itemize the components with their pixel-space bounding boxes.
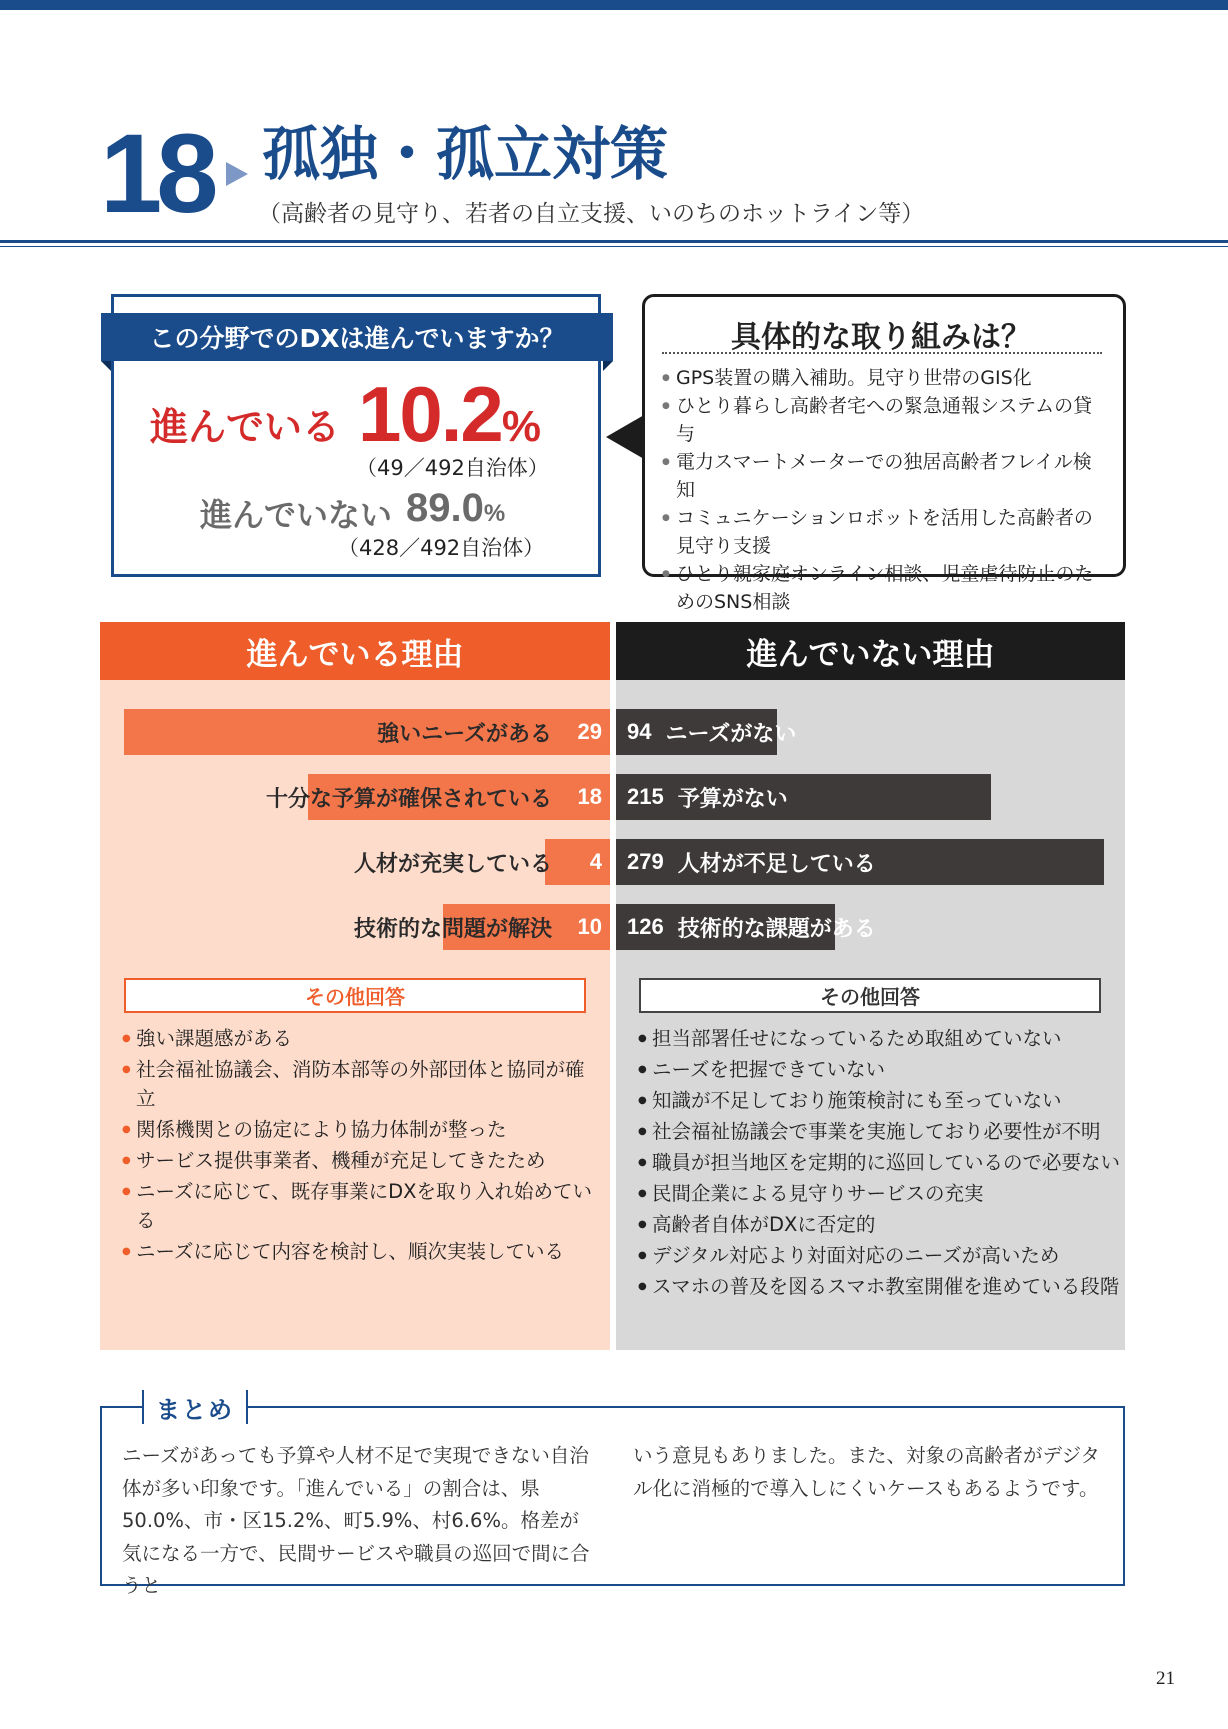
reason-no-label: 予算がない <box>677 786 788 812</box>
progressing-count: （49／492自治体） <box>356 456 549 480</box>
not-progressing-count: （428／492自治体） <box>338 536 545 560</box>
initiative-item: ● GPS装置の購入補助。見守り世帯のGIS化 <box>662 364 1110 392</box>
reason-no-row <box>627 709 796 755</box>
reason-yes-value: 29 <box>577 719 602 744</box>
list-item: ● 担当部署任せになっているため取組めていない <box>638 1024 1120 1053</box>
reason-yes-value: 10 <box>577 914 602 939</box>
page-number: 21 <box>1156 1668 1175 1689</box>
reason-no-row <box>627 904 876 950</box>
reason-no-value: 279 <box>627 849 664 874</box>
pointer-triangle-icon <box>606 415 644 459</box>
reason-no-label: ニーズがない <box>665 721 797 747</box>
not-progressing-label: 進んでいない <box>200 496 393 534</box>
list-item: ● スマホの普及を図るスマホ教室開催を進めている段階 <box>638 1272 1120 1301</box>
not-progressing-percent: 89.0% <box>406 486 506 530</box>
list-item: ● 関係機関との協定により協力体制が整った <box>122 1115 600 1144</box>
reason-yes-value: 18 <box>577 784 602 809</box>
other-answers-no-list <box>638 1024 1120 1303</box>
summary-text-col1: ニーズがあっても予算や人材不足で実現できない自治体が多い印象です。「進んでいる」の割合は、県50.0%、市・区15.2%、町5.9%、村6.6%。格差が気になる一方で、民間サービスや職員の巡回で間に合うと <box>122 1444 590 1597</box>
reason-yes-value: 4 <box>589 849 602 874</box>
list-item: ● 知識が不足しており施策検討にも至っていない <box>638 1086 1120 1115</box>
list-item: ● 高齢者自体がDXに否定的 <box>638 1210 1120 1239</box>
summary-title: まとめ <box>156 1395 234 1424</box>
initiative-item: ● コミュニケーションロボットを活用した高齢者の見守り支援 <box>662 504 1110 560</box>
reason-yes-label: 技術的な問題が解決 <box>353 916 552 942</box>
progressing-label: 進んでいる <box>150 405 341 449</box>
play-arrow-icon <box>226 162 248 186</box>
other-answers-no-label: その他回答 <box>639 978 1101 1013</box>
list-item: ● ニーズに応じて、既存事業にDXを取り入れ始めている <box>122 1177 600 1235</box>
list-item: ● ニーズを把握できていない <box>638 1055 1120 1084</box>
initiatives-title: 具体的な取り組みは？ <box>731 320 1031 355</box>
other-answers-yes-list <box>122 1024 600 1268</box>
list-item: ● 民間企業による見守りサービスの充実 <box>638 1179 1120 1208</box>
list-item: ● サービス提供事業者、機種が充足してきたため <box>122 1146 600 1175</box>
reason-yes-label: 十分な予算が確保されている <box>265 786 552 812</box>
header-rule-thin <box>0 246 1228 247</box>
banner-fold-left <box>101 361 111 371</box>
page-title: 孤独・孤立対策 <box>262 120 669 188</box>
list-item: ● デジタル対応より対面対応のニーズが高いため <box>638 1241 1120 1270</box>
reason-no-row <box>627 774 788 820</box>
reason-no-label: 人材が不足している <box>677 851 876 877</box>
section-number: 18 <box>100 111 213 236</box>
initiative-item: ● ひとり暮らし高齢者宅への緊急通報システムの貸与 <box>662 392 1110 448</box>
dx-question-banner: この分野でのDXは進んでいますか？ <box>101 313 613 361</box>
summary-title-tab <box>142 1390 248 1424</box>
banner-fold-right <box>603 361 613 371</box>
header-rule <box>0 240 1228 243</box>
reasons-no-header: 進んでいない理由 <box>616 622 1125 680</box>
initiatives-list <box>662 364 1110 616</box>
initiatives-divider <box>662 352 1102 354</box>
reason-no-label: 技術的な課題がある <box>677 916 876 942</box>
reason-no-value: 215 <box>627 784 664 809</box>
reason-no-value: 126 <box>627 914 664 939</box>
reason-no-value: 94 <box>627 719 652 744</box>
list-item: ● ニーズに応じて内容を検討し、順次実装している <box>122 1237 600 1266</box>
top-bar <box>0 0 1228 10</box>
progressing-percent: 10.2% <box>358 370 539 458</box>
list-item: ● 社会福祉協議会、消防本部等の外部団体と協同が確立 <box>122 1055 600 1113</box>
summary-text-col2: いう意見もありました。また、対象の高齢者がデジタル化に消極的で導入しにくいケースもあるようです。 <box>633 1444 1100 1500</box>
reason-yes-label: 人材が充実している <box>353 851 552 877</box>
list-item: ● 社会福祉協議会で事業を実施しており必要性が不明 <box>638 1117 1120 1146</box>
list-item: ● 強い課題感がある <box>122 1024 600 1053</box>
reason-no-row <box>627 839 876 885</box>
list-item: ● 職員が担当地区を定期的に巡回しているので必要ない <box>638 1148 1120 1177</box>
other-answers-yes-label: その他回答 <box>124 978 586 1013</box>
reasons-yes-header: 進んでいる理由 <box>100 622 610 680</box>
page-subtitle: （高齢者の見守り、若者の自立支援、いのちのホットライン等） <box>258 201 925 227</box>
initiative-item: ● 電力スマートメーターでの独居高齢者フレイル検知 <box>662 448 1110 504</box>
initiative-item: ● ひとり親家庭オンライン相談、児童虐待防止のためのSNS相談 <box>662 560 1110 616</box>
reason-yes-label: 強いニーズがある <box>377 721 552 747</box>
